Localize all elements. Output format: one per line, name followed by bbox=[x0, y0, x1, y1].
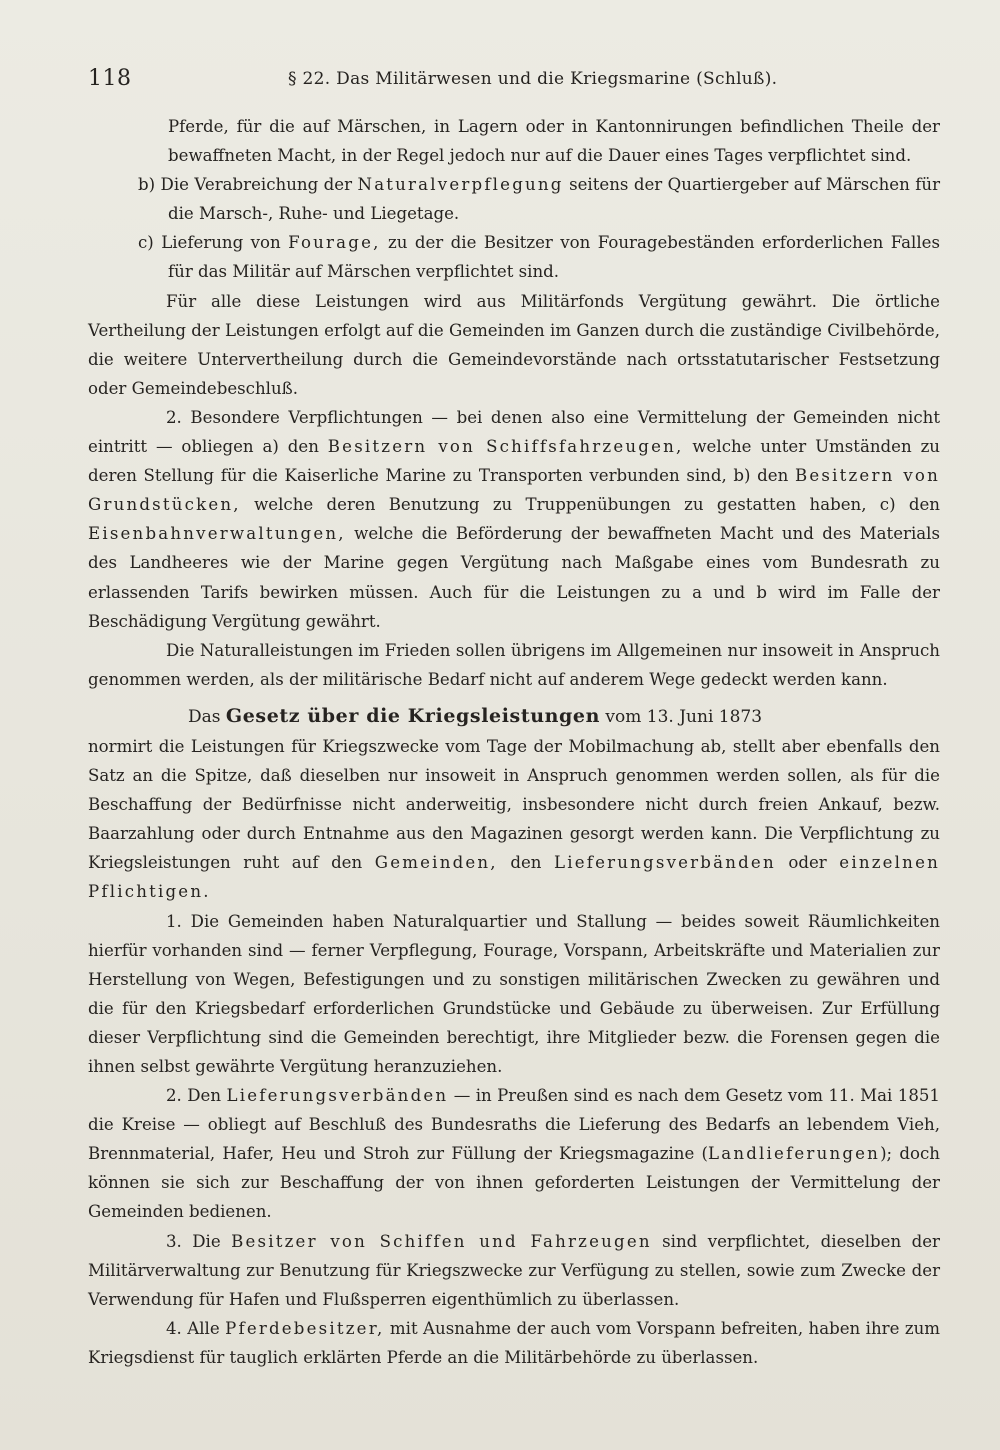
paragraph-naturalleistungen bbox=[88, 636, 940, 694]
paragraph-text: Pferde, für die auf Märschen, in Lagern oder in Kantonnirungen befindlichen Theile der bewaffneten Macht, in der Regel jedoch nur auf die Dauer eines Tages verpflichtet sind. bbox=[168, 117, 940, 166]
paragraph-pferde bbox=[88, 1314, 940, 1372]
list-item-text: b) Die Verabreichung der bbox=[138, 175, 358, 195]
paragraph-normirt bbox=[88, 732, 940, 907]
spaced-term: Fourage, bbox=[288, 233, 381, 253]
spaced-term: Besitzern von Grundstücken, bbox=[88, 466, 940, 515]
section-heading bbox=[88, 702, 940, 732]
paragraph-text: welche deren Benutzung zu Truppenübungen zu gestatten haben, c) den bbox=[240, 495, 940, 515]
list-item-text: seitens der Quartiergeber auf Märschen für die Marsch-, Ruhe- und Liegetage. bbox=[168, 175, 941, 224]
heading-law-title: Gesetz über die Kriegsleistungen bbox=[225, 704, 601, 727]
paragraph-schiffe bbox=[88, 1227, 940, 1314]
paragraph-text: 2. Den bbox=[166, 1086, 227, 1106]
paragraph-gemeinden bbox=[88, 907, 940, 1082]
spaced-term: Besitzer von Schiffen und Fahrzeugen bbox=[231, 1231, 652, 1251]
paragraph-text: 3. Die bbox=[166, 1231, 232, 1251]
paragraph-text: ); doch können sie sich zur Beschaffung der von ihnen geforderten Leistungen der Vermittelung der Gemeinden bedienen. bbox=[88, 1144, 940, 1222]
paragraph-text: sind verpflichtet, dieselben der Militärverwaltung zur Benutzung für Kriegszwecke zur Verfügung zu stellen, sowie zum Zwecke der Verwendung für Hafen und Flußsperren eigenthümlich zu überlassen. bbox=[88, 1231, 940, 1309]
list-item-text: zu der die Besitzer von Fouragebeständen erforderlichen Falles für das Militär auf Märschen verpflichtet sind. bbox=[168, 233, 940, 282]
spaced-term: Lieferungsverbänden bbox=[554, 853, 776, 873]
paragraph-text: 2. Besondere Verpflichtungen — bei denen also eine Vermittelung der Gemeinden nicht eintritt — obliegen a) den bbox=[88, 407, 940, 457]
paragraph-continued bbox=[88, 112, 940, 170]
list-item-text: c) Lieferung von bbox=[138, 233, 289, 253]
paragraph-lieferungsverbaende bbox=[88, 1081, 940, 1226]
heading-text: vom 13. Juni 1873 bbox=[600, 706, 763, 727]
paragraph-text: 1. Die Gemeinden haben Naturalquartier und Stallung — beides soweit Räumlichkeiten hierfür vorhanden sind — ferner Verpflegung, Fourage, Vorspann, Arbeitskräfte und Materialien zur Herstellung von Wegen, Befestigungen und zu sonstigen militärischen Zwecken zu gewähren und die für den Kriegsbedarf erforderlichen Grundstücke und Gebäude zu überweisen. Zur Erfüllung dieser Verpflichtung sind die Gemeinden berechtigt, ihre Mitglieder bezw. die Forensen gegen die ihnen selbst gewährte Vergütung heranzuziehen. bbox=[88, 911, 940, 1076]
page-number: 118 bbox=[88, 66, 132, 91]
paragraph-leistungen bbox=[88, 287, 940, 403]
paragraph-text: 4. Alle bbox=[166, 1318, 226, 1338]
paragraph-text: welche die Beförderung der bewaffneten Macht und des Materials des Landheeres wie der Marine gegen Vergütung nach Maßgabe eines vom Bundesrath zu erlassenden Tarifs bewirken müssen. Auch für die Leistungen zu a und b wird im Falle der Beschädigung Vergütung gewährt. bbox=[88, 524, 940, 631]
paragraph-text: normirt die Leistungen für Kriegszwecke vom Tage der Mobilmachung ab, stellt aber ebenfalls den Satz an die Spitze, daß dieselben nur insoweit in Anspruch genommen werden sollen, als für die Beschaffung der Bedürfnisse nicht anderweitig, insbesondere nicht durch freien Ankauf, bezw. Baarzahlung oder durch Entnahme aus den Magazinen gesorgt werden kann. Die Verpflichtung zu Kriegsleistungen ruht auf den bbox=[88, 736, 940, 873]
paragraph-text: Die Naturalleistungen im Frieden sollen übrigens im Allgemeinen nur insoweit in Anspruch genommen werden, als der militärische Bedarf nicht auf anderem Wege gedeckt werden kann. bbox=[88, 640, 940, 689]
spaced-term: Landlieferungen bbox=[708, 1144, 881, 1164]
paragraph-besondere bbox=[88, 403, 940, 636]
list-item-c bbox=[88, 228, 940, 286]
page-header bbox=[88, 66, 948, 98]
running-head: § 22. Das Militärwesen und die Kriegsmarine (Schluß). bbox=[288, 69, 778, 89]
paragraph-text: — in Preußen sind es nach dem Gesetz vom 11. Mai 1851 die Kreise — obliegt auf Beschluß des Bundesraths die Lieferung des Bedarfs an lebendem Vieh, Brennmaterial, Hafer, Heu und Stroh zur Füllung der Kriegsmagazine ( bbox=[88, 1086, 940, 1164]
spaced-term: Lieferungsverbänden bbox=[226, 1086, 449, 1106]
spaced-term: Gemeinden, bbox=[374, 853, 498, 873]
spaced-term: Besitzern von Schiffsfahrzeugen, bbox=[327, 437, 684, 457]
paragraph-text: oder bbox=[775, 853, 840, 873]
paragraph-text: welche unter Umständen zu deren Stellung für die Kaiserliche Marine zu Transporten verbunden sind, b) den bbox=[88, 437, 940, 486]
paragraph-text: Für alle diese Leistungen wird aus Militärfonds Vergütung gewährt. Die örtliche Vertheilung der Leistungen erfolgt auf die Gemeinden im Ganzen durch die zuständige Civilbehörde, die weitere Untervertheilung durch die Gemeindevorstände nach ortsstatutarischer Festsetzung oder Gemeindebeschluß. bbox=[88, 291, 940, 398]
heading-text: Das bbox=[188, 706, 226, 727]
paragraph-text: mit Ausnahme der auch vom Vorspann befreiten, haben ihre zum Kriegsdienst für tauglich erklärten Pferde an die Militärbehörde zu überlassen. bbox=[88, 1318, 940, 1367]
spaced-term: einzelnen Pflichtigen. bbox=[88, 853, 940, 902]
page-body bbox=[88, 112, 940, 1372]
spaced-term: Eisenbahnverwaltungen, bbox=[88, 524, 346, 544]
spaced-term: Naturalverpflegung bbox=[357, 175, 564, 195]
spaced-term: Pferdebesitzer, bbox=[225, 1318, 385, 1338]
list-item-b bbox=[88, 170, 940, 228]
paragraph-text: den bbox=[497, 853, 555, 873]
